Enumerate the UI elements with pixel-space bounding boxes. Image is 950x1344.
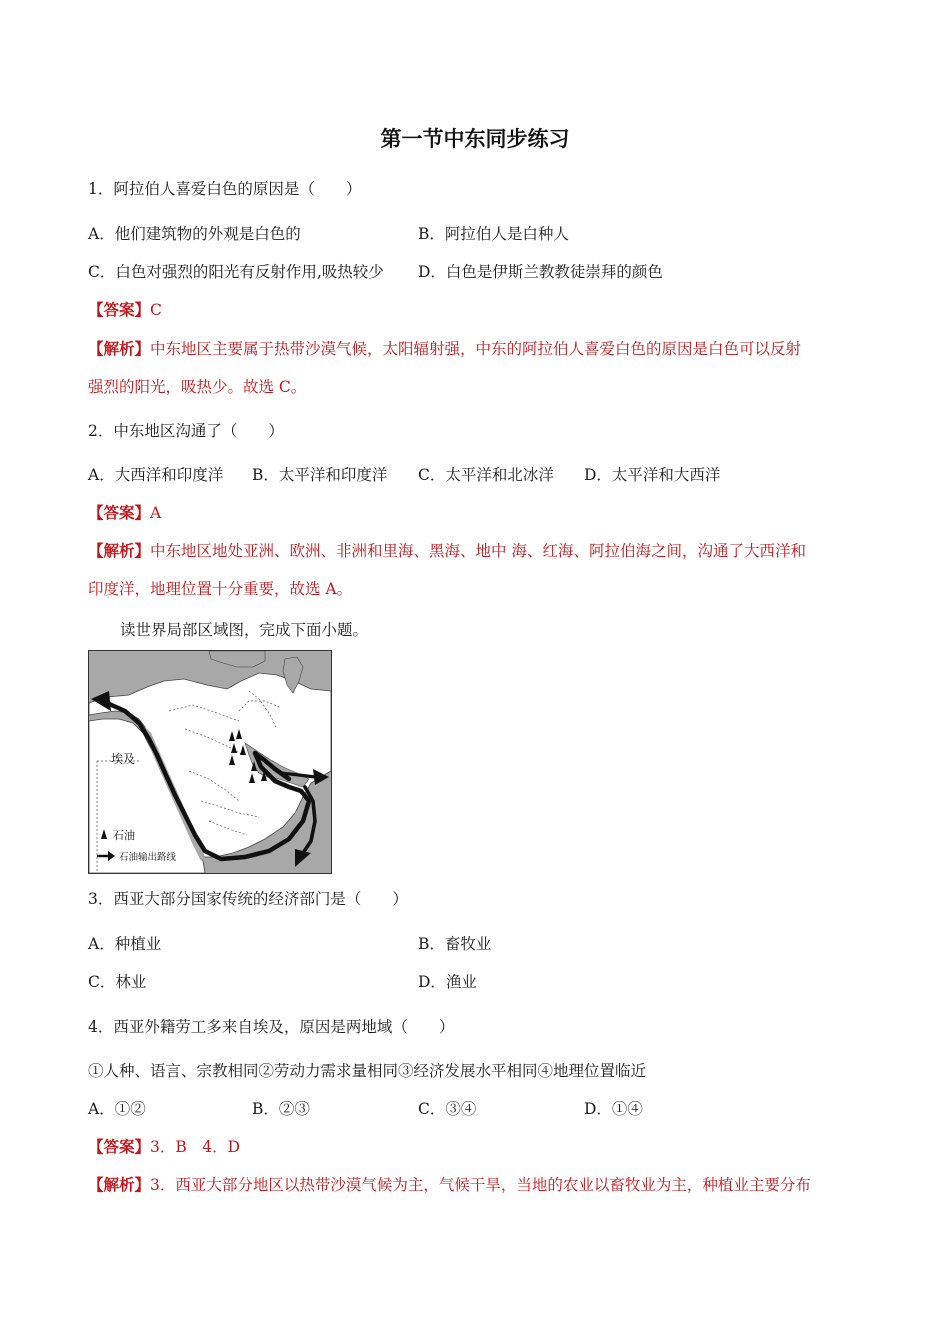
q1-option-a: A．他们建筑物的外观是白色的: [88, 225, 301, 243]
analysis-text-1: 中东地区地处亚洲、欧洲、非洲和里海、黑海、地中 海、红海、阿拉伯海之间，沟通了大西洋和: [150, 542, 806, 560]
label-egypt: 埃及: [111, 752, 136, 766]
answer-label: 【答案】: [88, 503, 151, 522]
analysis-label: 【解析】: [88, 339, 151, 358]
q3-option-c: C．林业: [88, 973, 147, 991]
analysis-label: 【解析】: [88, 1175, 151, 1194]
q2-option-a: A．大西洋和印度洋: [88, 466, 224, 484]
q4-option-b: B．②③: [252, 1100, 310, 1118]
q1-option-b: B．阿拉伯人是白种人: [418, 225, 569, 243]
analysis-text-2: 强烈的阳光，吸热少。故选 C。: [88, 378, 307, 396]
q3-option-b: B．畜牧业: [418, 935, 492, 953]
q2-analysis: [88, 532, 868, 608]
analysis-text-1: 中东地区主要属于热带沙漠气候，太阳辐射强，中东的阿拉伯人喜爱白色的原因是白色可以反射: [150, 340, 802, 358]
q1-option-c: C．白色对强烈的阳光有反射作用,吸热较少: [88, 263, 384, 281]
q34-answer: [88, 1136, 240, 1158]
answer-value: 3．B 4．D: [150, 1138, 241, 1156]
question-3-stem: 3．西亚大部分国家传统的经济部门是（ ）: [88, 890, 408, 908]
question-1-stem: 1．阿拉伯人喜爱白色的原因是（ ）: [88, 180, 362, 198]
answer-value: A: [150, 504, 162, 522]
legend-oil-label: 石油: [113, 829, 135, 842]
q1-answer: [88, 299, 162, 321]
analysis-text-1: 3．西亚大部分地区以热带沙漠气候为主，气候干旱，当地的农业以畜牧业为主，种植业主要分布: [150, 1176, 811, 1194]
map-svg: [89, 651, 331, 873]
q2-option-d: D．太平洋和大西洋: [584, 466, 721, 484]
q4-option-a: A．①②: [88, 1100, 146, 1118]
q2-option-c: C．太平洋和北冰洋: [418, 466, 554, 484]
q4-option-d: D．①④: [584, 1100, 643, 1118]
analysis-text-2: 印度洋，地理位置十分重要，故选 A。: [88, 580, 353, 598]
q1-option-d: D．白色是伊斯兰教教徒崇拜的颜色: [418, 263, 663, 281]
map-intro: 读世界局部区域图，完成下面小题。: [120, 621, 369, 639]
q2-answer: [88, 502, 161, 524]
question-4-stem: 4．西亚外籍劳工多来自埃及，原因是两地域（ ）: [88, 1018, 455, 1036]
q4-option-c: C．③④: [418, 1100, 477, 1118]
legend-route-label: 石油输出路线: [119, 852, 177, 863]
q3-option-a: A．种植业: [88, 935, 162, 953]
q1-analysis: [88, 330, 868, 406]
q4-statements: ①人种、语言、宗教相同②劳动力需求量相同③经济发展水平相同④地理位置临近: [88, 1062, 647, 1080]
q2-option-b: B．太平洋和印度洋: [252, 466, 388, 484]
answer-label: 【答案】: [88, 300, 151, 319]
analysis-label: 【解析】: [88, 541, 151, 560]
answer-label: 【答案】: [88, 1137, 151, 1156]
question-2-stem: 2．中东地区沟通了（ ）: [88, 422, 284, 440]
page-title: 第一节中东同步练习: [380, 127, 570, 151]
region-map: [88, 650, 332, 874]
q34-analysis: [88, 1174, 811, 1196]
answer-value: C: [150, 301, 162, 319]
q3-option-d: D．渔业: [418, 973, 477, 991]
